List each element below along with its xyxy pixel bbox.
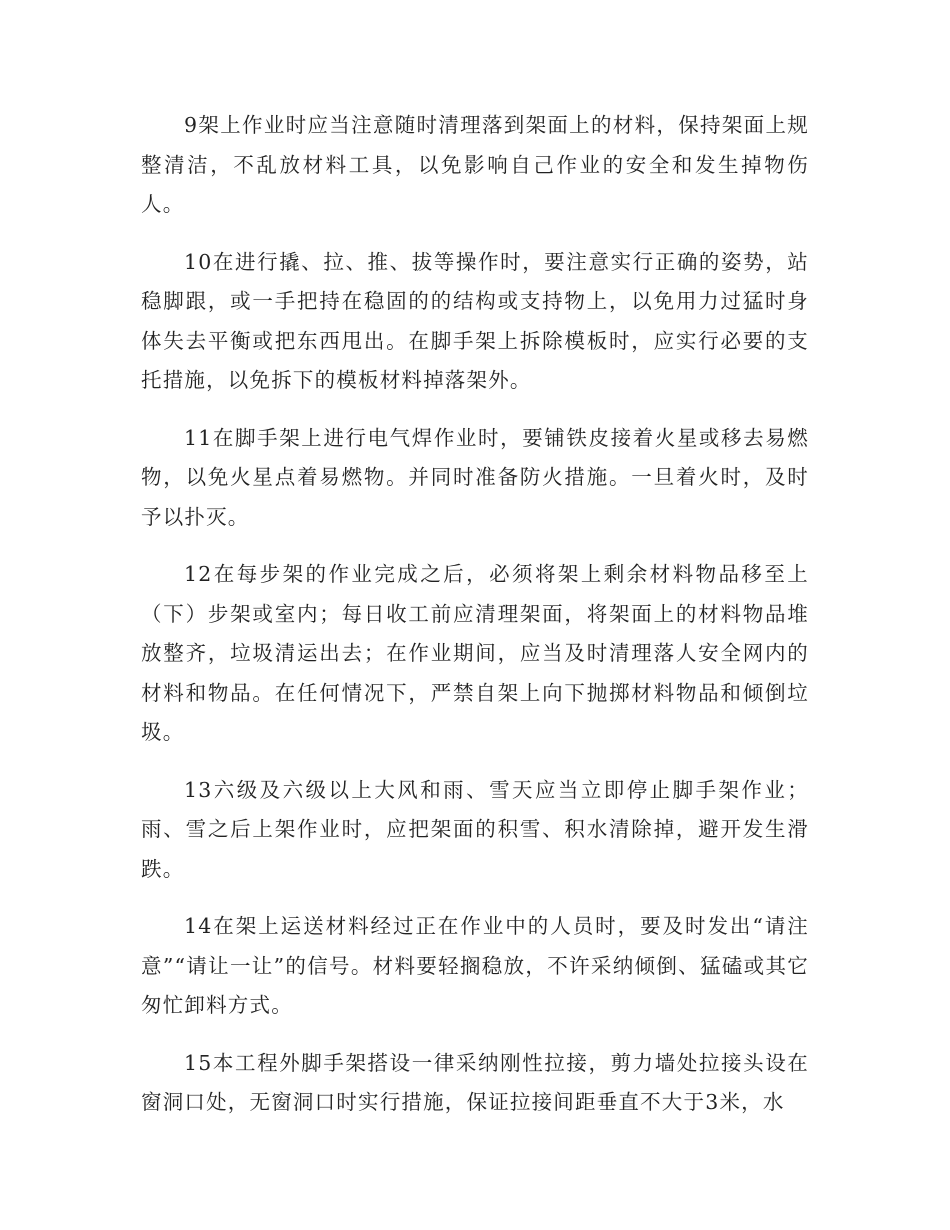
paragraph-item-12: 12在每步架的作业完成之后，必须将架上剩余材料物品移至上（下）步架或室内；每日收工前应清理架面，将架面上的材料物品堆放整齐，垃圾清运出去；在作业期间，应当及时清理落人安全网内的材料和物品。在任何情况下，严禁自架上向下抛掷材料物品和倾倒垃圾。 (141, 562, 809, 744)
paragraph-item-11: 11在脚手架上进行电气焊作业时，要铺铁皮接着火星或移去易燃物，以免火星点着易燃物。并同时准备防火措施。一旦着火时，及时予以扑灭。 (141, 425, 809, 529)
paragraph-item-9: 9架上作业时应当注意随时清理落到架面上的材料，保持架面上规整清洁，不乱放材料工具，以免影响自己作业的安全和发生掉物伤人。 (141, 113, 809, 216)
document-body (141, 106, 809, 1141)
paragraph-item-15: 15本工程外脚手架搭设一律采纳刚性拉接，剪力墙处拉接头设在窗洞口处，无窗洞口时实行措施，保证拉接间距垂直不大于3米，水 (141, 1050, 809, 1114)
paragraph-item-14: 14在架上运送材料经过正在作业中的人员时，要及时发出“请注意”“请让一让”的信号。材料要轻搁稳放，不许采纳倾倒、猛磕或其它匆忙卸料方式。 (141, 914, 809, 1017)
paragraph-item-13: 13六级及六级以上大风和雨、雪天应当立即停止脚手架作业；雨、雪之后上架作业时，应把架面的积雪、积水清除掉，避开发生滑跌。 (141, 777, 809, 881)
paragraph-item-10: 10在进行撬、拉、推、拔等操作时，要注意实行正确的姿势，站稳脚跟，或一手把持在稳固的的结构或支持物上，以免用力过猛时身体失去平衡或把东西甩出。在脚手架上拆除模板时，应实行必要的支托措施，以免拆下的模板材料掉落架外。 (141, 249, 809, 392)
